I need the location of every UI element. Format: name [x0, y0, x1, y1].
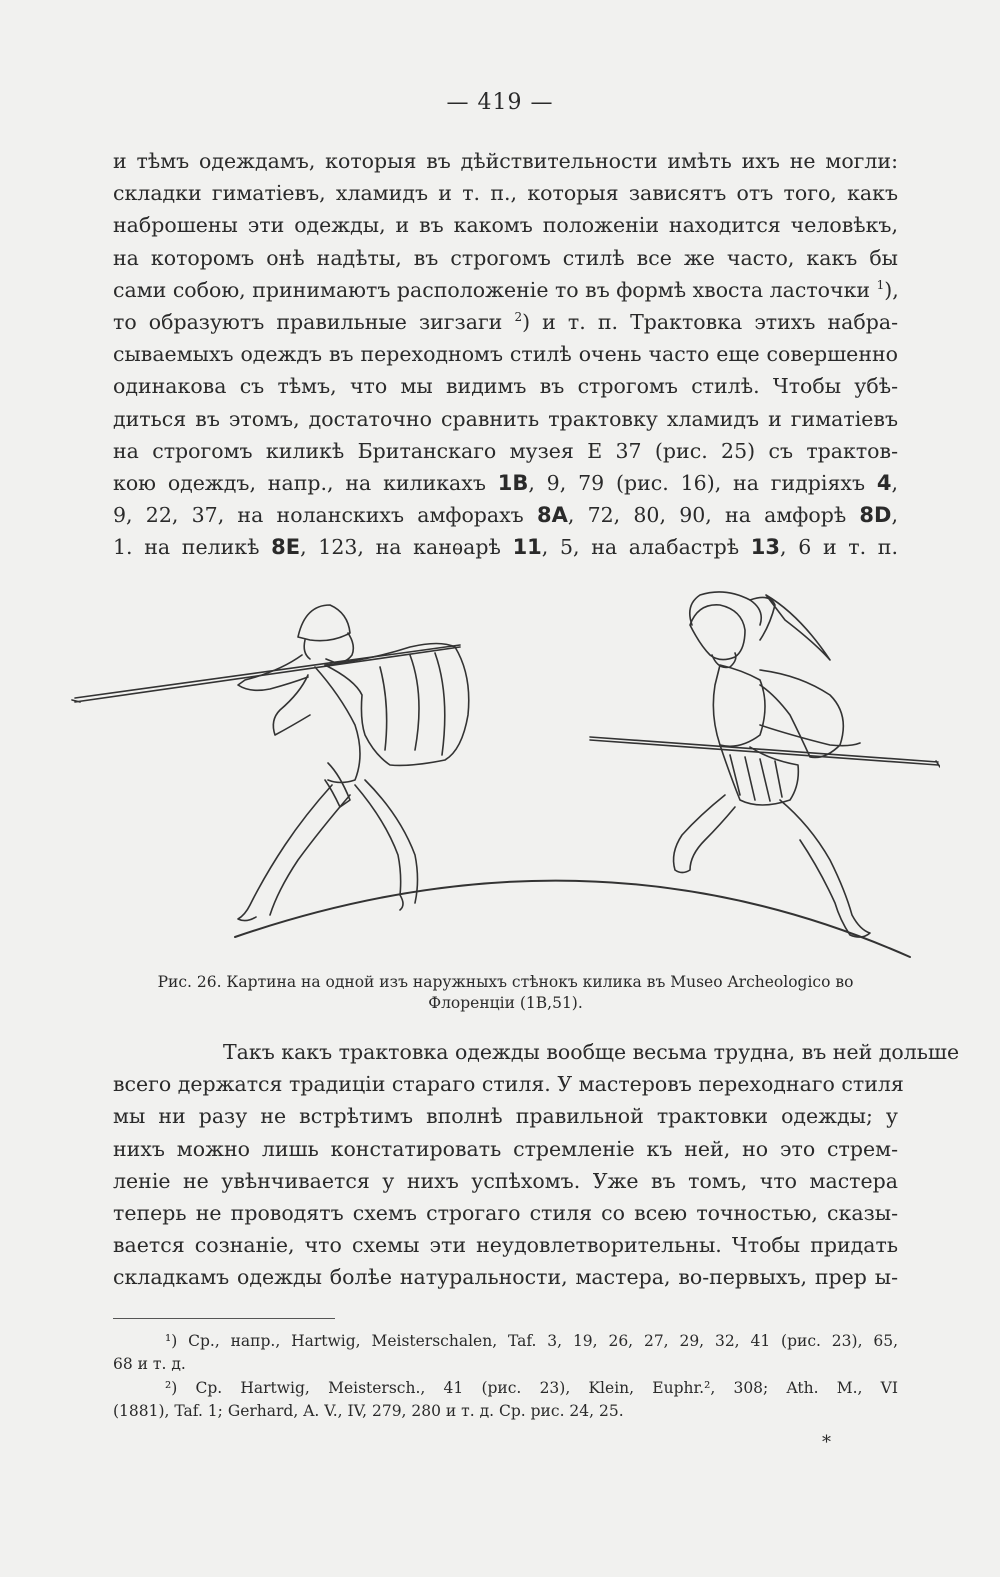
- text-line: всего держатся традиціи стараго стиля. У мастеровъ переходнаго стиля: [113, 1072, 904, 1097]
- text-line: [113, 274, 898, 306]
- vase-reference: 11: [512, 535, 542, 560]
- text-line: [113, 499, 898, 531]
- left-warrior-cloak: [325, 644, 469, 766]
- right-warrior-back-leg: [674, 795, 735, 873]
- text-line: складкамъ одежды болѣе натуральности, мастера, во-первыхъ, прер ы-: [113, 1265, 898, 1290]
- left-warrior-front-leg2: [365, 780, 418, 903]
- footnote-divider: [113, 1318, 335, 1319]
- footnotes: [113, 1330, 898, 1424]
- text-line: Такъ какъ трактовка одежды вообще весьма трудна, въ ней дольше: [223, 1040, 960, 1064]
- figure-caption: [113, 972, 898, 1014]
- vase-reference: 13: [750, 535, 781, 560]
- left-warrior-back-leg2: [270, 795, 350, 915]
- vase-reference: 8A: [536, 503, 568, 528]
- left-warrior-back-leg: [238, 785, 332, 921]
- vase-reference: 1B: [497, 471, 529, 496]
- right-warrior-arm-low: [760, 725, 860, 746]
- footnote-line: 68 и т. д.: [113, 1355, 186, 1373]
- signature-mark: *: [822, 1432, 831, 1453]
- text-line: [113, 467, 898, 499]
- text-line: мы ни разу не встрѣтимъ вполнѣ правильной трактовки одежды; у: [113, 1104, 898, 1129]
- vase-reference: 8E: [271, 535, 301, 560]
- left-warrior-arm: [238, 655, 308, 690]
- line-text: ),: [884, 277, 899, 302]
- line-text: 1. на пеликѣ: [113, 535, 272, 560]
- line-text: ) и т. п. Трактовка этихъ набра-: [522, 310, 898, 335]
- vase-reference: 8D: [859, 503, 892, 528]
- right-warrior-torso: [713, 665, 765, 746]
- line-text: сами собою, принимаютъ расположеніе то въ формѣ хвоста ласточки: [113, 277, 871, 302]
- text-line: на строгомъ киликѣ Британскаго музея Е 37 (рис. 25) съ трактов-: [113, 438, 898, 463]
- text-line: диться въ этомъ, достаточно сравнить трактовку хламидъ и гиматіевъ: [113, 406, 898, 431]
- footnote-line: ¹) Ср., напр., Hartwig, Meisterschalen, Taf. 3, 19, 26, 27, 29, 32, 41 (рис. 23), 65,: [165, 1332, 898, 1350]
- text-line: на которомъ онѣ надѣты, въ строгомъ стилѣ все же часто, какъ бы: [113, 245, 898, 270]
- footnote-ref: 2: [514, 310, 523, 325]
- left-warrior-front-leg: [355, 785, 403, 910]
- text-line: складки гиматіевъ, хламидъ и т. п., которыя зависятъ отъ того, какъ: [113, 181, 898, 206]
- ground-line: [235, 881, 910, 957]
- paragraph-1: [113, 145, 898, 564]
- line-text: ,: [891, 471, 898, 496]
- footnote-1: [113, 1330, 898, 1376]
- footnote-ref: 1: [876, 277, 885, 292]
- line-text: 9, 22, 37, на ноланскихъ амфорахъ: [113, 503, 537, 528]
- page-number: — 419 —: [446, 90, 554, 115]
- text-line: и тѣмъ одеждамъ, которыя въ дѣйствительности имѣть ихъ не могли:: [113, 149, 898, 173]
- cloak-fold: [380, 653, 445, 755]
- caption-line: Рис. 26. Картина на одной изъ наружныхъ стѣнокъ килика въ Museo Archeologico во: [157, 973, 854, 991]
- text-line: [113, 531, 898, 563]
- left-warrior-arm2: [273, 675, 310, 735]
- text-line: [113, 306, 898, 338]
- text-line: теперь не проводятъ схемъ строгаго стиля со всею точностью, сказы-: [113, 1201, 898, 1226]
- line-text: то образуютъ правильные зигзаги: [113, 310, 503, 335]
- line-text: кою одеждъ, напр., на киликахъ: [113, 471, 498, 496]
- footnote-line: ²) Ср. Hartwig, Meistersch., 41 (рис. 23), Klein, Euphr.², 308; Ath. M., VI: [165, 1379, 898, 1397]
- text-line: сываемыхъ одеждъ въ переходномъ стилѣ очень часто еще совершенно: [113, 342, 898, 367]
- text-line: одинакова съ тѣмъ, что мы видимъ въ строгомъ стилѣ. Чтобы убѣ-: [113, 374, 898, 399]
- text-line: нихъ можно лишь констатировать стремленіе къ ней, но это стрем-: [113, 1136, 898, 1161]
- line-text: , 6 и т. п.: [780, 535, 898, 560]
- text-line: наброшены эти одежды, и въ какомъ положеніи находится человѣкъ,: [113, 213, 898, 238]
- vase-reference: 4: [876, 471, 892, 496]
- caption-line: Флоренціи (1B,51).: [428, 994, 583, 1012]
- line-text: , 72, 80, 90, на амфорѣ: [567, 503, 860, 528]
- vase-painting-illustration: [70, 585, 940, 970]
- text-line: вается сознаніе, что схемы эти неудовлетворительны. Чтобы придать: [113, 1233, 898, 1258]
- right-warrior-hair: [690, 592, 761, 625]
- footnote-line: (1881), Taf. 1; Gerhard, A. V., IV, 279, 280 и т. д. Ср. рис. 24, 25.: [113, 1402, 624, 1420]
- right-warrior-front-leg: [780, 800, 870, 937]
- footnote-2: [113, 1377, 898, 1423]
- left-warrior-helmet: [298, 605, 350, 641]
- line-text: , 9, 79 (рис. 16), на гидріяхъ: [528, 471, 877, 496]
- text-line: леніе не увѣнчивается у нихъ успѣхомъ. Уже въ томъ, что мастера: [113, 1168, 898, 1193]
- line-text: , 5, на алабастрѣ: [541, 535, 751, 560]
- line-text: ,: [891, 503, 898, 528]
- left-warrior-hair: [304, 640, 310, 659]
- right-spear: [590, 737, 940, 767]
- line-text: , 123, на канѳарѣ: [300, 535, 513, 560]
- right-warrior-head: [690, 605, 745, 660]
- paragraph-2: [113, 1036, 960, 1294]
